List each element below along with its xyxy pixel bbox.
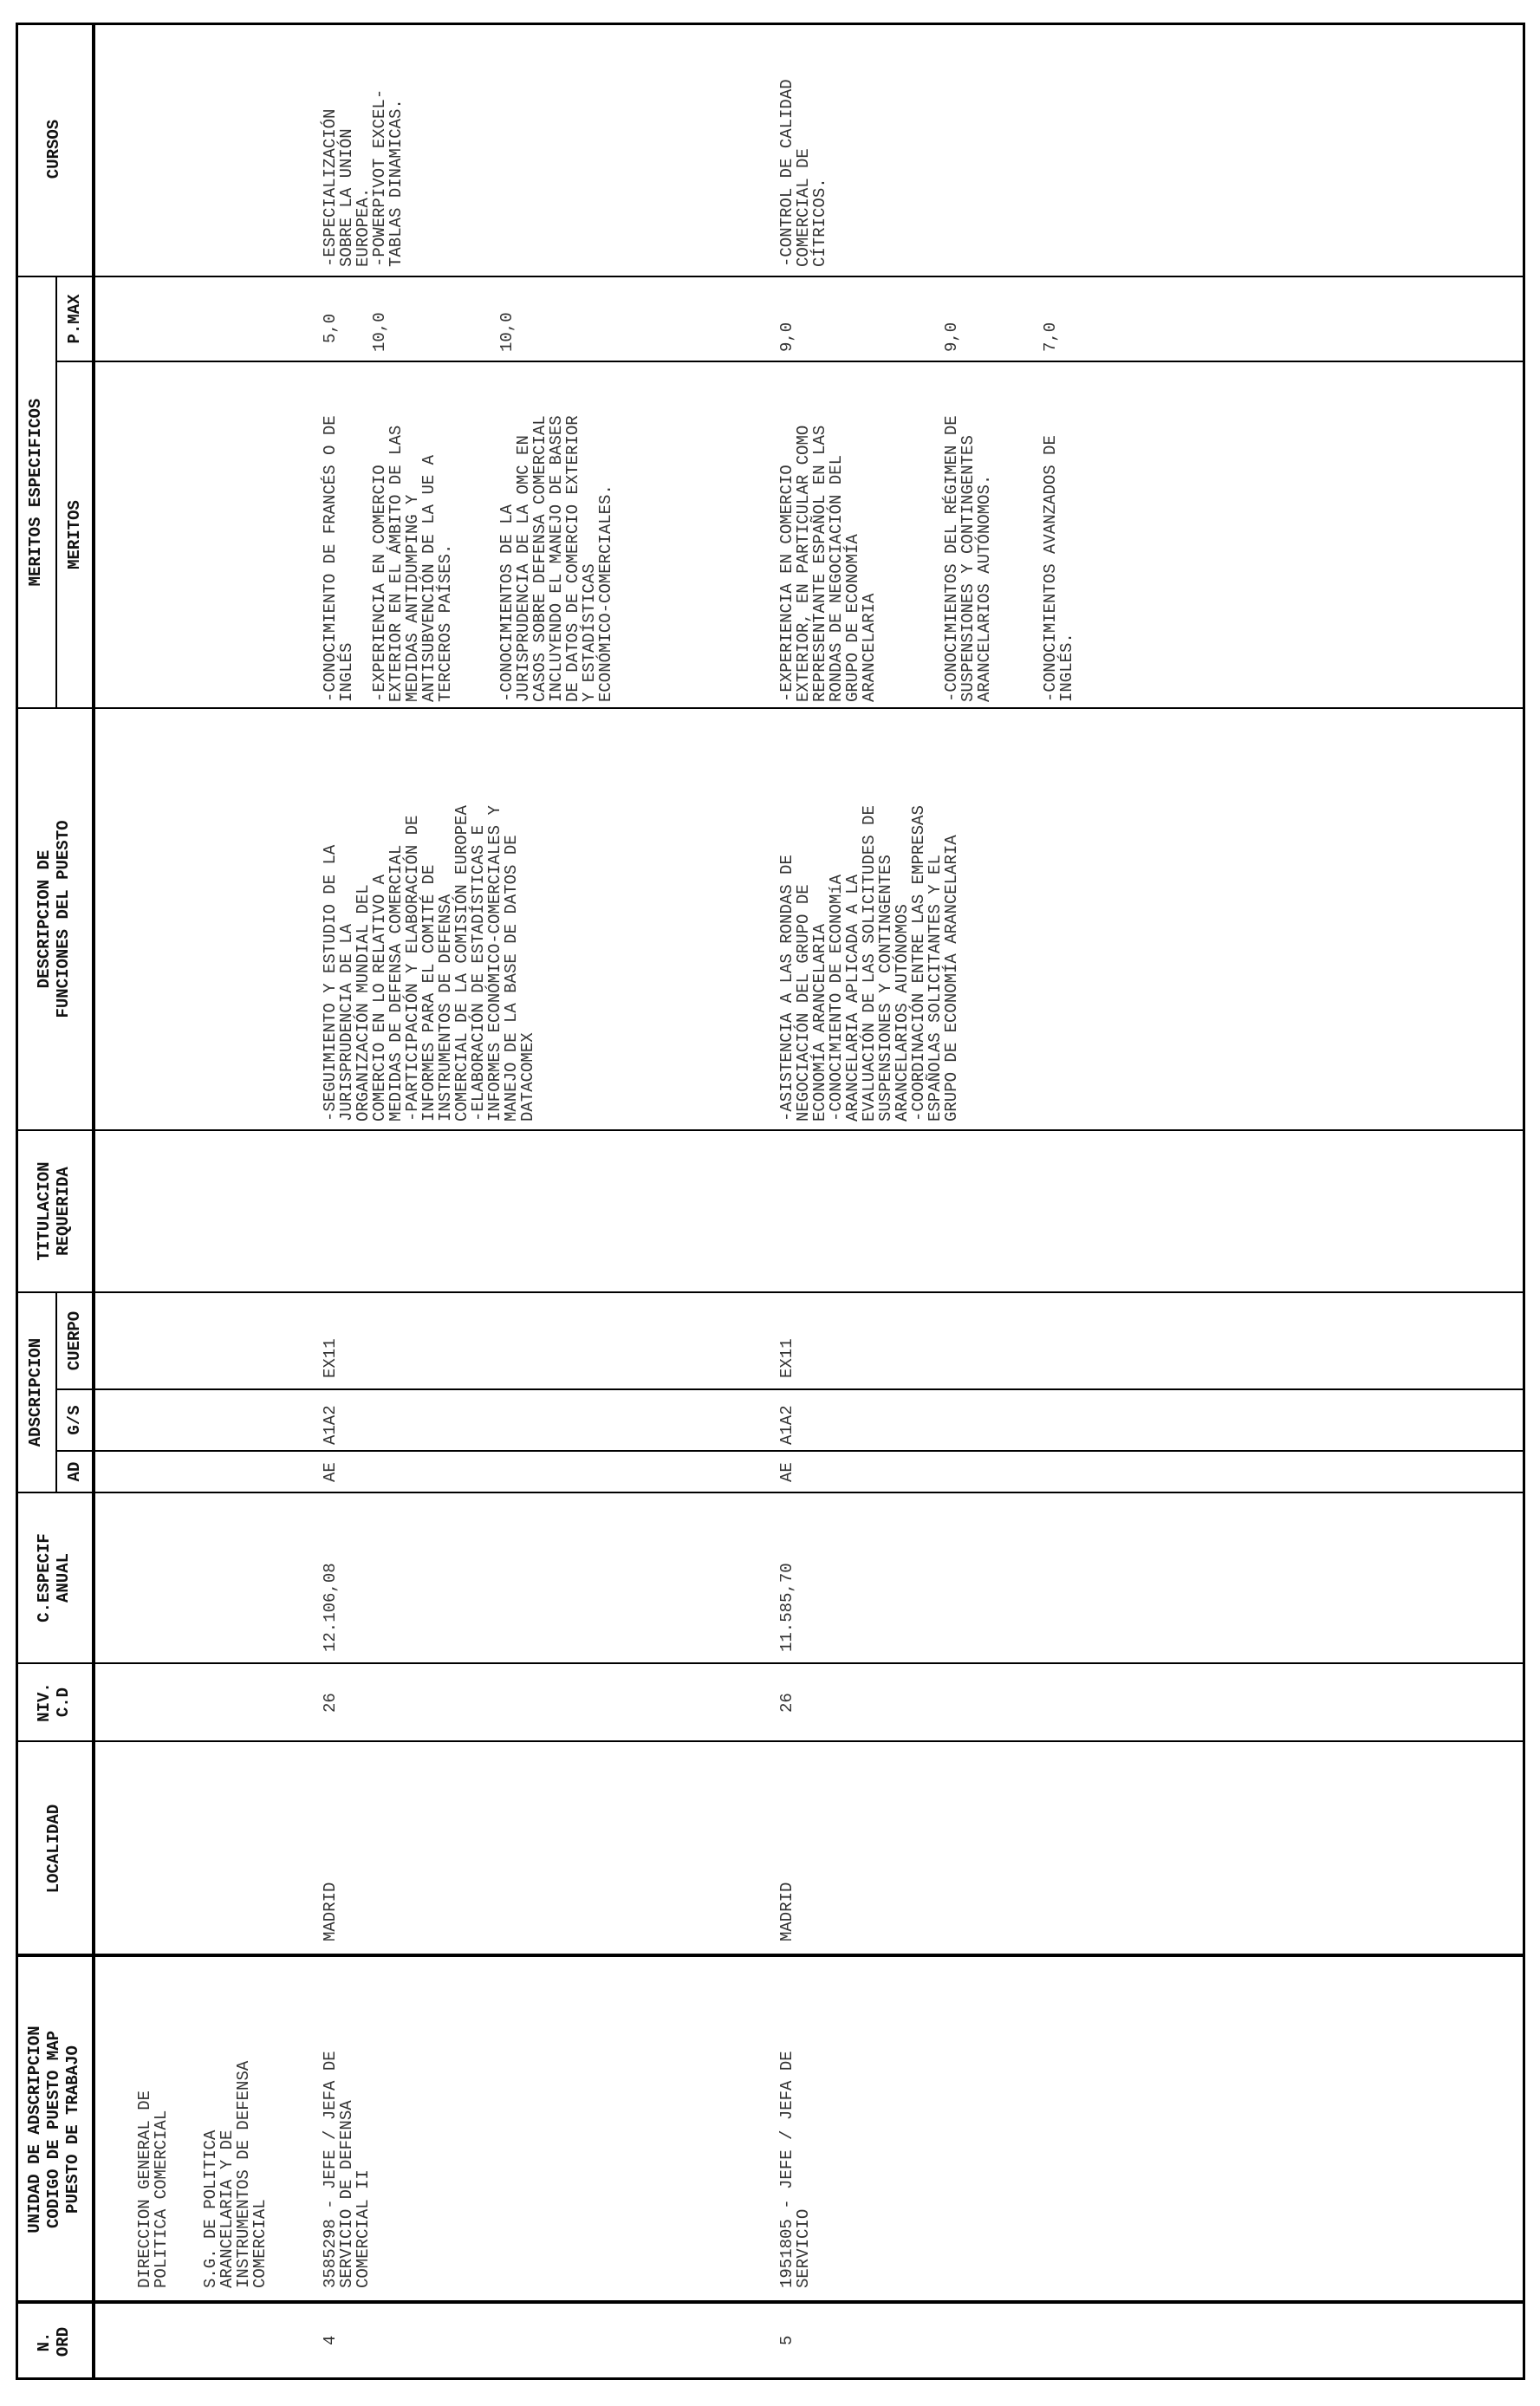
row-merito: -EXPERIENCIA EN COMERCIO EXTERIOR EN EL ÁMBITO DE LAS MEDIDAS ANTIDUMPING Y ANTISUBVENCIÓN DE LA UE A TERCEROS PAÍSES. xyxy=(370,425,455,702)
header-titulacion: TITULACION REQUERIDA xyxy=(35,1161,73,1261)
header-separator xyxy=(92,23,95,2380)
col-separator xyxy=(16,1662,1525,1664)
row-cuerpo: EX11 xyxy=(321,1338,340,1378)
unit-direccion: DIRECCION GENERAL DE POLITICA COMERCIAL xyxy=(135,2090,171,2288)
row-localidad: MADRID xyxy=(321,1882,340,1941)
header-meritos-especificos: MERITOS ESPECIFICOS xyxy=(26,398,45,587)
row-pmax: 5,0 xyxy=(321,313,340,343)
header-unidad: UNIDAD DE ADSCRIPCION CODIGO DE PUESTO MAP PUESTO DE TRABAJO xyxy=(25,2026,82,2234)
col-separator xyxy=(16,1740,1525,1742)
row-merito: -EXPERIENCIA EN COMERCIO EXTERIOR, EN PARTICULAR COMO REPRESENTANTE ESPAÑOL EN LAS RONDAS DE NEGOCIACIÓN DEL GRUPO DE ECONOMÍA ARANCELARIA xyxy=(777,425,879,702)
row-pmax: 9,0 xyxy=(942,322,961,352)
col-separator xyxy=(16,276,1525,277)
header-adscripcion: ADSCRIPCION xyxy=(26,1337,45,1447)
header-c-especif: C.ESPECIF ANUAL xyxy=(35,1533,73,1622)
header-cuerpo: CUERPO xyxy=(65,1310,84,1371)
row-cursos: -CONTROL DE CALIDAD COMERCIAL DE CÍTRICOS. xyxy=(777,79,829,267)
col-separator xyxy=(94,1388,1525,1390)
col-separator xyxy=(16,1954,1525,1957)
col-separator xyxy=(16,707,1525,709)
table-frame xyxy=(16,23,1525,2380)
row-pmax: 7,0 xyxy=(1041,322,1060,352)
row-localidad: MADRID xyxy=(777,1882,796,1941)
col-separator xyxy=(16,1129,1525,1131)
row-niv: 26 xyxy=(777,1693,796,1713)
row-merito: -CONOCIMIENTO DE FRANCÉS O DE INGLÉS xyxy=(321,415,356,702)
row-cursos: -ESPECIALIZACIÓN SOBRE LA UNIÓN EUROPEA. -POWERPIVOT EXCEL- TABLAS DINAMICAS. xyxy=(321,88,406,267)
row-ad: AE xyxy=(321,1462,340,1482)
row-puesto: 1951805 - JEFE / JEFA DE SERVICIO xyxy=(777,2051,813,2288)
row-puesto: 3585298 - JEFE / JEFA DE SERVICIO DE DEFENSA COMERCIAL II xyxy=(321,2051,373,2288)
row-pmax: 10,0 xyxy=(497,312,517,352)
header-pmax: P.MAX xyxy=(65,294,84,344)
row-merito: -CONOCIMIENTOS DE LA JURISPRUDENCIA DE LA OMC EN CASOS SOBRE DEFENSA COMERCIAL INCLUYENDO EL MANEJO DE BASES DE DATOS DE COMERCIO EXTERIOR Y ESTADÍSTICAS ECONÓMICO-COMERCIALES. xyxy=(497,415,615,702)
unit-subdireccion: S.G. DE POLITICA ARANCELARIA Y DE INSTRUMENTOS DE DEFENSA COMERCIAL xyxy=(201,2060,270,2288)
col-separator xyxy=(94,361,1525,362)
row-n-ord: 4 xyxy=(321,2335,340,2345)
header-descripcion: DESCRIPCION DE FUNCIONES DEL PUESTO xyxy=(35,820,73,1018)
row-descripcion: -SEGUIMIENTO Y ESTUDIO DE LA JURISPRUDENCIA DE LA ORGANIZACIÓN MUNDIAL DEL COMERCIO EN LO RELATIVO A MEDIDAS DE DEFENSA COMERCIAL -PARTICIPACIÓN Y ELABORACIÓN DE INFORMES PARA EL COMITÉ DE INSTRUMENTOS DE DEFENSA COMERCIAL DE LA COMISIÓN EUROPEA -ELABORACIÓN DE ESTADÍSTICAS E INFORMES ECONÓMICO-COMERCIALES Y MANEJO DE LA BASE DE DATOS DE DATACOMEX xyxy=(321,805,537,1122)
row-gs: A1A2 xyxy=(321,1405,340,1445)
row-merito: -CONOCIMIENTOS AVANZADOS DE INGLÉS. xyxy=(1041,435,1076,702)
row-descripcion: -ASISTENCIA A LAS RONDAS DE NEGOCIACIÓN DEL GRUPO DE ECONOMÍA ARANCELARIA -CONOCIMIENTO DE ECONOMíA ARANCELARIA APLICADA A LA EVALUACIÓN DE LAS SOLICITUDES DE SUSPENSIONES Y CONTINGENTES ARANCELARIOS AUTÓNOMOS -COORDINACIÓN ENTRE LAS EMPRESAS ESPAÑOLAS SOLICITANTES Y EL GRUPO DE ECONOMÍA ARANCELARIA xyxy=(777,805,961,1122)
header-ad: AD xyxy=(65,1461,84,1482)
row-ad: AE xyxy=(777,1462,796,1482)
row-c-especif: 11.585,70 xyxy=(777,1563,796,1652)
row-gs: A1A2 xyxy=(777,1405,796,1445)
header-niv: NIV. C.D xyxy=(35,1682,73,1722)
header-cursos: CURSOS xyxy=(44,119,63,179)
header-meritos: MERITOS xyxy=(65,500,84,569)
header-localidad: LOCALIDAD xyxy=(44,1804,63,1894)
row-merito: -CONOCIMIENTOS DEL RÉGIMEN DE SUSPENSIONES Y CONTINGENTES ARANCELARIOS AUTÓNOMOS. xyxy=(942,415,994,702)
col-separator xyxy=(16,1291,1525,1293)
row-n-ord: 5 xyxy=(777,2335,796,2345)
header-n-ord: N. ORD xyxy=(35,2326,73,2357)
row-c-especif: 12.106,08 xyxy=(321,1563,340,1652)
row-pmax: 10,0 xyxy=(370,312,389,352)
col-separator xyxy=(94,1450,1525,1452)
header-gs: G/S xyxy=(65,1405,84,1435)
row-pmax: 9,0 xyxy=(777,322,796,352)
row-niv: 26 xyxy=(321,1693,340,1713)
col-separator xyxy=(16,1492,1525,1493)
row-cuerpo: EX11 xyxy=(777,1338,796,1378)
col-separator xyxy=(16,2300,1525,2304)
